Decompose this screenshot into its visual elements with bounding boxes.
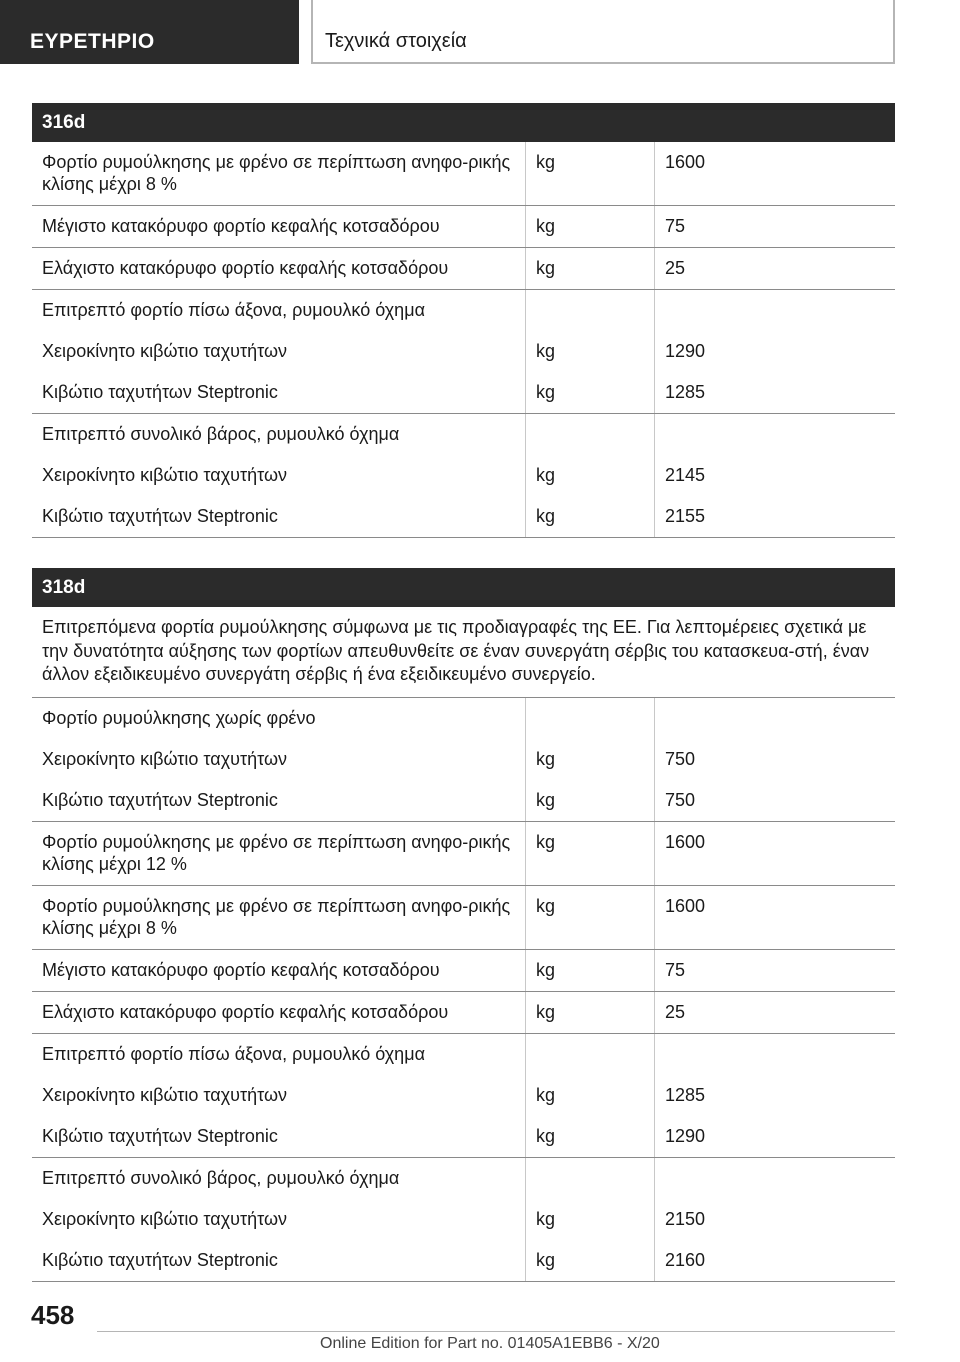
- section-header-318d: 318d: [32, 568, 895, 607]
- row-label: Επιτρεπτό συνολικό βάρος, ρυμουλκό όχημα: [42, 1167, 400, 1188]
- row-label: Κιβώτιο ταχυτήτων Steptronic: [32, 1240, 526, 1282]
- table-row: [32, 1240, 895, 1282]
- chapter-title: Τεχνικά στοιχεία: [311, 0, 895, 64]
- row-label: Ελάχιστο κατακόρυφο φορτίο κεφαλής κοτσαδόρου: [32, 248, 526, 290]
- table-row: [32, 496, 895, 538]
- row-value: 1290: [655, 331, 896, 372]
- row-value: 750: [655, 780, 896, 822]
- row-label: Κιβώτιο ταχυτήτων Steptronic: [32, 496, 526, 538]
- row-value: [655, 414, 896, 456]
- row-value: 1600: [655, 142, 896, 206]
- row-value: 25: [655, 991, 896, 1033]
- table-row: [32, 372, 895, 414]
- row-label: Επιτρεπτό φορτίο πίσω άξονα, ρυμουλκό όχημα: [42, 1043, 425, 1064]
- spec-table-316d: [32, 142, 895, 538]
- row-unit: kg: [526, 1116, 655, 1158]
- table-row: [32, 331, 895, 372]
- row-value: 2150: [655, 1199, 896, 1240]
- section-description: Επιτρεπόμενα φορτία ρυμούλκησης σύμφωνα με τις προδιαγραφές της ΕΕ. Για λεπτομέρειες σχετικά με την δυνατότητα αύξησης των φορτίων απευθυνθείτε σε έναν συνεργάτη σέρβις του κατασκευα-στή, έναν άλλον εξειδικευμένο συνεργάτη σέρβις ή ένα εξειδικευμένο συνεργείο.: [32, 607, 895, 697]
- row-label: Φορτίο ρυμούλκησης με φρένο σε περίπτωση ανηφο-ρικής κλίσης μέχρι 8 %: [32, 142, 526, 206]
- content: [32, 103, 895, 1282]
- row-unit: kg: [526, 142, 655, 206]
- row-value: [655, 290, 896, 332]
- row-label: Χειροκίνητο κιβώτιο ταχυτήτων: [42, 748, 288, 769]
- table-row: [32, 1033, 895, 1075]
- table-row: [32, 821, 895, 885]
- table-row: [32, 455, 895, 496]
- row-value: 750: [655, 739, 896, 780]
- row-unit: [526, 697, 655, 739]
- row-unit: kg: [526, 1075, 655, 1116]
- row-unit: kg: [526, 949, 655, 991]
- row-label: Χειροκίνητο κιβώτιο ταχυτήτων: [42, 1084, 288, 1105]
- edition-note: Online Edition for Part no. 01405A1EBB6 - X/20: [320, 1335, 660, 1352]
- table-row: [32, 697, 895, 739]
- table-row: [32, 1199, 895, 1240]
- row-label: Χειροκίνητο κιβώτιο ταχυτήτων: [42, 341, 288, 361]
- section-description-row: [32, 607, 895, 697]
- row-unit: kg: [526, 739, 655, 780]
- row-value: 25: [655, 248, 896, 290]
- table-row: [32, 949, 895, 991]
- row-value: [655, 1033, 896, 1075]
- table-row: [32, 1157, 895, 1199]
- row-label: Μέγιστο κατακόρυφο φορτίο κεφαλής κοτσαδόρου: [32, 949, 526, 991]
- row-label: Μέγιστο κατακόρυφο φορτίο κεφαλής κοτσαδόρου: [32, 206, 526, 248]
- table-row: [32, 206, 895, 248]
- row-value: [655, 1157, 896, 1199]
- table-row: [32, 885, 895, 949]
- row-unit: kg: [526, 1199, 655, 1240]
- row-value: 75: [655, 206, 896, 248]
- row-unit: [526, 1033, 655, 1075]
- row-label: Χειροκίνητο κιβώτιο ταχυτήτων: [42, 465, 288, 485]
- row-label: Φορτίο ρυμούλκησης με φρένο σε περίπτωση ανηφο-ρικής κλίσης μέχρι 12 %: [32, 821, 526, 885]
- row-unit: kg: [526, 455, 655, 496]
- table-row: [32, 248, 895, 290]
- table-row: [32, 1116, 895, 1158]
- row-value: 1285: [655, 1075, 896, 1116]
- row-unit: kg: [526, 821, 655, 885]
- row-label: Κιβώτιο ταχυτήτων Steptronic: [32, 372, 526, 414]
- row-value: 2155: [655, 496, 896, 538]
- row-label: Επιτρεπτό συνολικό βάρος, ρυμουλκό όχημα: [42, 424, 400, 444]
- row-label: Ελάχιστο κατακόρυφο φορτίο κεφαλής κοτσαδόρου: [32, 991, 526, 1033]
- row-value: 1290: [655, 1116, 896, 1158]
- row-label: Κιβώτιο ταχυτήτων Steptronic: [32, 780, 526, 822]
- table-row: [32, 991, 895, 1033]
- table-row: [32, 1075, 895, 1116]
- table-row: [32, 290, 895, 332]
- row-unit: [526, 414, 655, 456]
- table-row: [32, 142, 895, 206]
- index-tab[interactable]: ΕΥΡΕΤΗΡΙΟ: [0, 0, 299, 64]
- section-header-316d: 316d: [32, 103, 895, 142]
- row-unit: kg: [526, 1240, 655, 1282]
- spec-table-318d: [32, 607, 895, 1282]
- row-value: 1285: [655, 372, 896, 414]
- row-value: [655, 697, 896, 739]
- footer-divider: [97, 1331, 895, 1332]
- row-unit: kg: [526, 991, 655, 1033]
- row-unit: kg: [526, 885, 655, 949]
- row-unit: kg: [526, 206, 655, 248]
- page-number: 458: [31, 1300, 75, 1330]
- table-row: [32, 414, 895, 456]
- row-unit: [526, 1157, 655, 1199]
- row-unit: kg: [526, 372, 655, 414]
- row-unit: kg: [526, 248, 655, 290]
- row-label: Κιβώτιο ταχυτήτων Steptronic: [32, 1116, 526, 1158]
- row-value: 2160: [655, 1240, 896, 1282]
- row-value: 75: [655, 949, 896, 991]
- table-row: [32, 780, 895, 822]
- row-value: 2145: [655, 455, 896, 496]
- row-unit: [526, 290, 655, 332]
- row-label: Φορτίο ρυμούλκησης με φρένο σε περίπτωση ανηφο-ρικής κλίσης μέχρι 8 %: [32, 885, 526, 949]
- row-label: Χειροκίνητο κιβώτιο ταχυτήτων: [42, 1208, 288, 1229]
- row-value: 1600: [655, 885, 896, 949]
- row-value: 1600: [655, 821, 896, 885]
- row-unit: kg: [526, 496, 655, 538]
- row-unit: kg: [526, 331, 655, 372]
- row-unit: kg: [526, 780, 655, 822]
- table-row: [32, 739, 895, 780]
- row-label: Φορτίο ρυμούλκησης χωρίς φρένο: [42, 707, 316, 728]
- row-label: Επιτρεπτό φορτίο πίσω άξονα, ρυμουλκό όχημα: [42, 300, 425, 320]
